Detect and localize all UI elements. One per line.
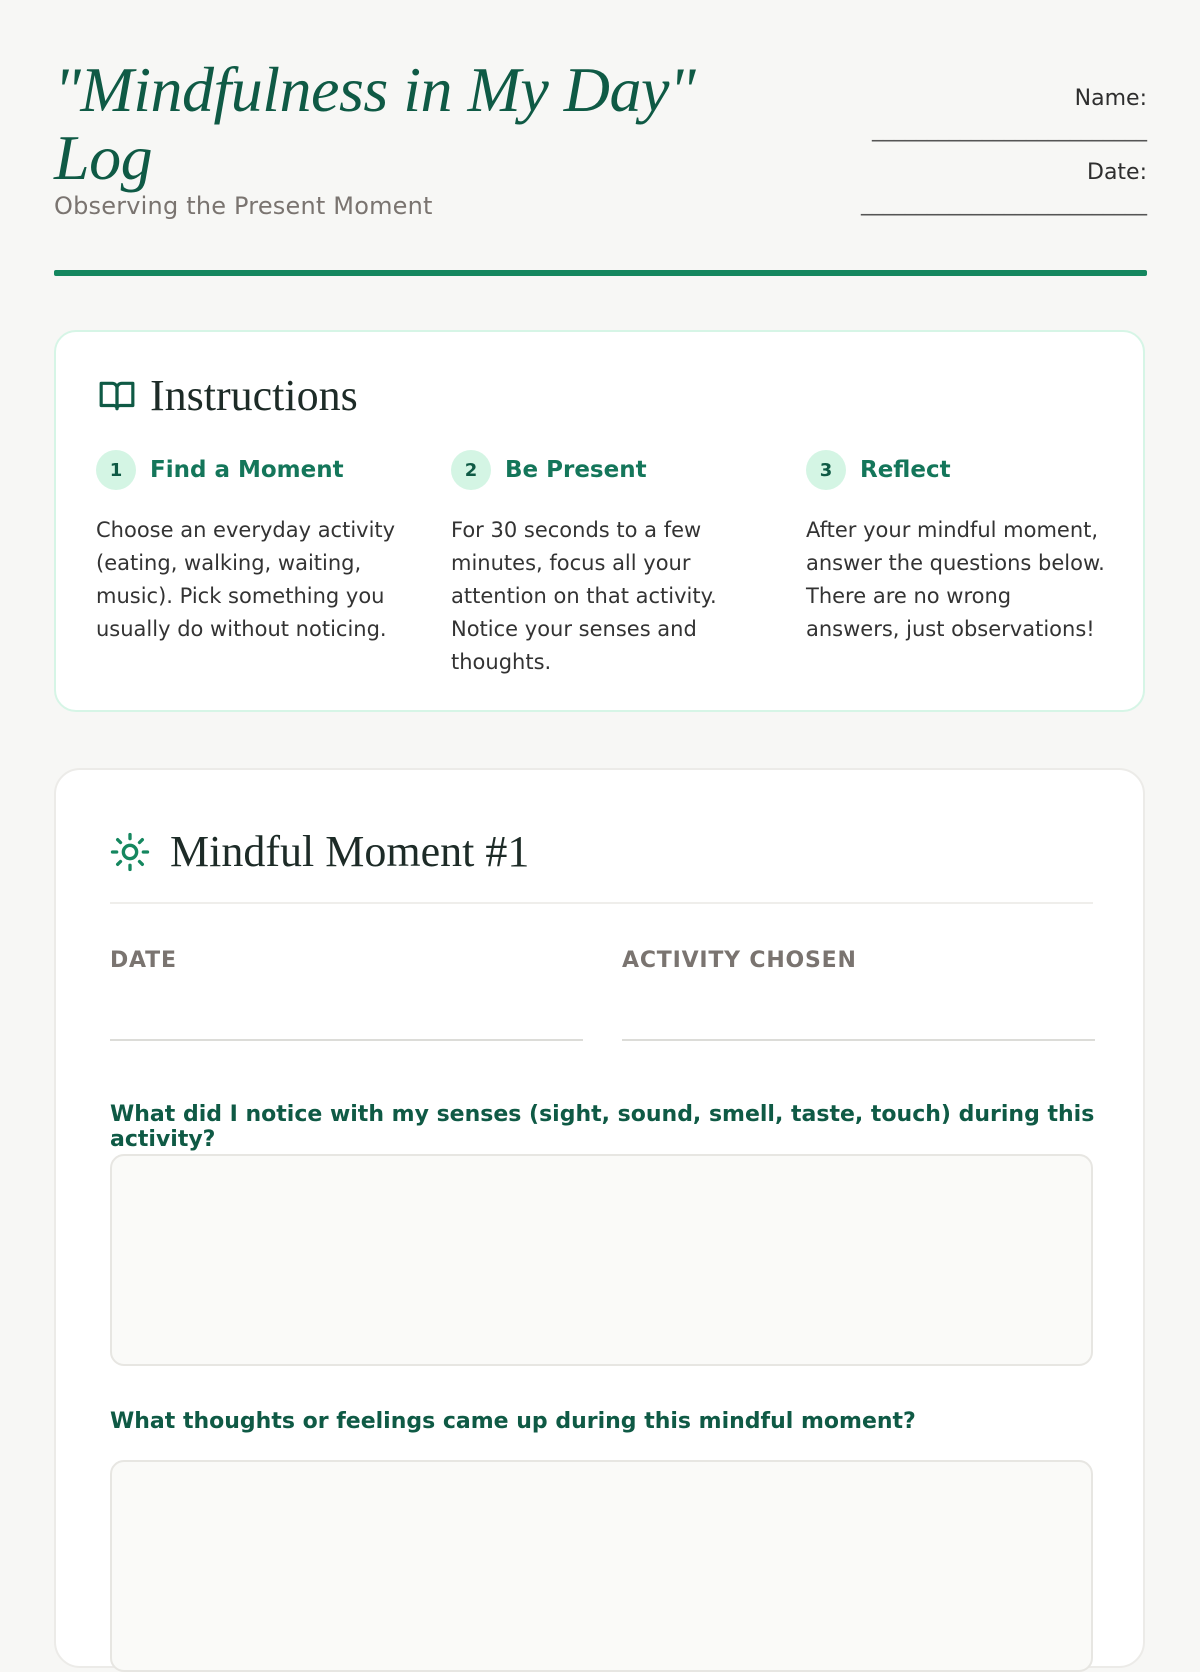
step-number-badge: 2 <box>451 450 491 490</box>
instruction-step <box>96 450 396 679</box>
instruction-step <box>806 450 1106 679</box>
senses-question: What did I notice with my senses (sight, sound, smell, taste, touch) during this activity? <box>110 1102 1095 1152</box>
instructions-card <box>54 330 1145 712</box>
instruction-steps <box>96 450 1106 679</box>
moment-date-field <box>110 948 583 1041</box>
step-title: Be Present <box>505 457 647 483</box>
date-field-label: DATE <box>110 948 177 973</box>
date-label: Date: <box>1087 160 1147 185</box>
moment-heading: Mindful Moment #1 <box>170 827 530 876</box>
instructions-heading: Instructions <box>150 371 358 420</box>
feelings-answer-box[interactable] <box>110 1460 1093 1672</box>
mindful-moment-card <box>54 768 1145 1668</box>
instructions-header <box>98 370 358 421</box>
step-title: Find a Moment <box>150 457 344 483</box>
step-text: Choose an everyday activity (eating, walking, waiting, music). Pick something you usually do without noticing. <box>96 518 396 641</box>
moment-activity-field <box>622 948 1095 1041</box>
name-field-line[interactable]: _________________________ <box>872 117 1147 142</box>
date-field-line[interactable]: __________________________ <box>861 191 1147 216</box>
name-label: Name: <box>1074 86 1147 111</box>
book-icon <box>98 377 136 415</box>
name-date-block <box>861 86 1147 216</box>
feelings-question: What thoughts or feelings came up during this mindful moment? <box>110 1409 916 1434</box>
step-text: After your mindful moment, answer the questions below. There are no wrong answers, just observations! <box>806 518 1105 641</box>
moment-header <box>110 826 529 877</box>
page-header <box>54 56 1147 276</box>
step-number-badge: 3 <box>806 450 846 490</box>
page-title: "Mindfulness in My Day" Log <box>54 54 696 193</box>
step-text: For 30 seconds to a few minutes, focus all your attention on that activity. Notice your senses and thoughts. <box>451 518 717 674</box>
page-subtitle: Observing the Present Moment <box>54 192 433 220</box>
sun-icon <box>110 832 150 872</box>
activity-field-label: ACTIVITY CHOSEN <box>622 948 857 973</box>
activity-input-line[interactable] <box>622 1039 1095 1041</box>
instruction-step <box>451 450 751 679</box>
step-number-badge: 1 <box>96 450 136 490</box>
senses-answer-box[interactable] <box>110 1154 1093 1366</box>
step-title: Reflect <box>860 457 951 483</box>
moment-divider <box>110 902 1093 904</box>
date-input-line[interactable] <box>110 1039 583 1041</box>
header-divider <box>54 270 1147 276</box>
